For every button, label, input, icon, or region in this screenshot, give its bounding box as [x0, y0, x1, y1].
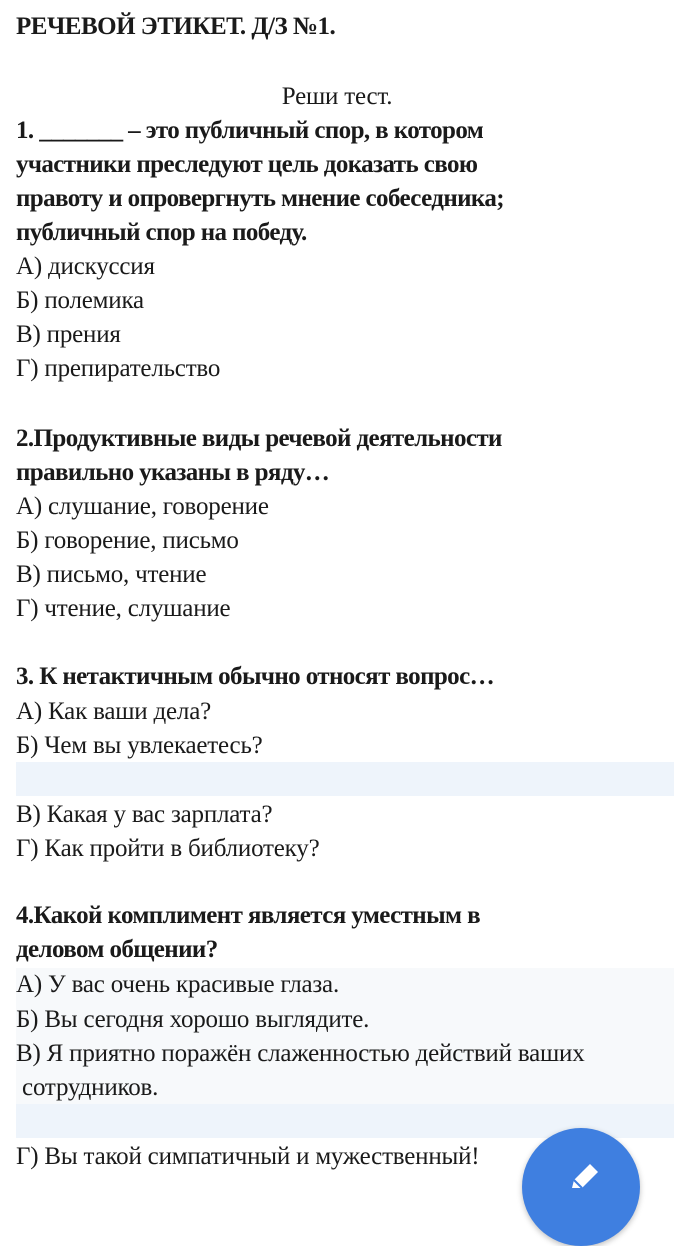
question-1-line-1: 1. _______ – это публичный спор, в котором: [16, 117, 484, 144]
question-3-option-d: Г) Как пройти в библиотеку?: [16, 835, 320, 862]
question-4-option-c: В) Я приятно поражён слаженностью действий ваших: [16, 1040, 585, 1067]
question-4-line-1: 4.Какой комплимент является уместным в: [16, 902, 480, 929]
document-subtitle: Реши тест.: [281, 83, 393, 110]
question-1-line-4: публичный спор на победу.: [16, 219, 307, 246]
question-3-line-1: 3. К нетактичным обычно относят вопрос…: [16, 663, 494, 690]
question-4-option-d: Г) Вы такой симпатичный и мужественный!: [16, 1143, 480, 1170]
question-4-option-b: Б) Вы сегодня хорошо выглядите.: [16, 1006, 370, 1033]
question-2-line-1: 2.Продуктивные виды речевой деятельности: [16, 425, 502, 452]
question-4-option-a: А) У вас очень красивые глаза.: [16, 971, 339, 998]
question-1-line-2: участники преследуют цель доказать свою: [16, 151, 478, 178]
question-3-option-c: В) Какая у вас зарплата?: [16, 801, 273, 828]
question-2-option-b: Б) говорение, письмо: [16, 527, 239, 554]
edit-fab-button[interactable]: [522, 1128, 640, 1246]
question-1-option-a: А) дискуссия: [16, 253, 155, 280]
question-3-option-b: Б) Чем вы увлекаетесь?: [16, 732, 263, 759]
question-1-option-b: Б) полемика: [16, 287, 144, 314]
question-1-option-d: Г) препирательство: [16, 355, 221, 382]
question-1-option-c: В) прения: [16, 321, 121, 348]
question-2-option-d: Г) чтение, слушание: [16, 595, 231, 622]
question-2-option-c: В) письмо, чтение: [16, 561, 207, 588]
document-title: РЕЧЕВОЙ ЭТИКЕТ. Д/З №1.: [16, 13, 336, 40]
question-2-line-2: правильно указаны в ряду…: [16, 459, 330, 486]
question-4-line-2: деловом общении?: [16, 936, 218, 963]
question-3-option-a: А) Как ваши дела?: [16, 698, 212, 725]
pencil-icon: [564, 1158, 604, 1198]
question-2-option-a: А) слушание, говорение: [16, 493, 269, 520]
highlight-band: [16, 762, 674, 796]
question-4-option-c-cont: сотрудников.: [16, 1074, 159, 1101]
question-1-line-3: правоту и опровергнуть мнение собеседника;: [16, 185, 504, 212]
